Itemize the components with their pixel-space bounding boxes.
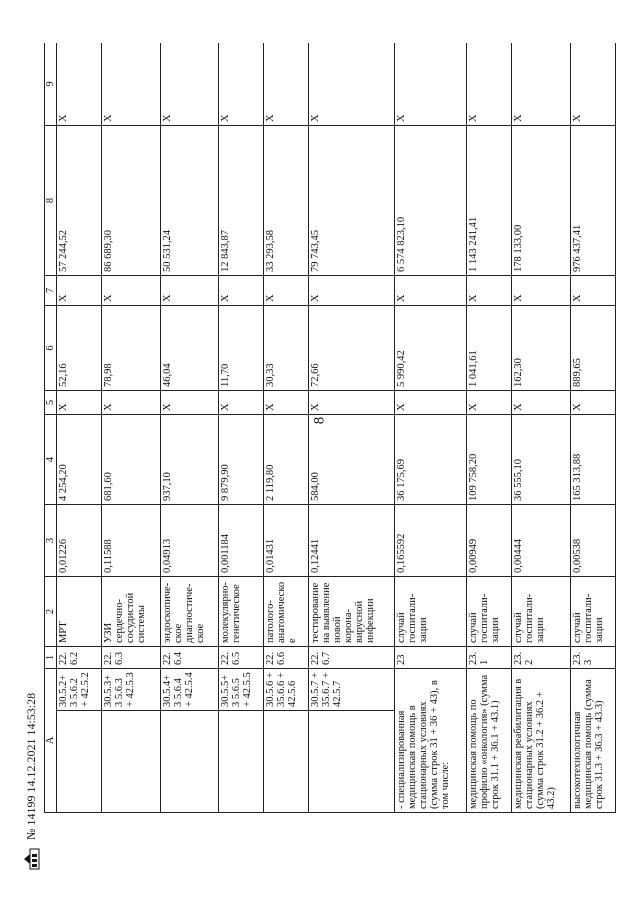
table-row bbox=[219, 43, 264, 813]
col3-cell: 0,001184 bbox=[219, 505, 264, 577]
col8-cell: 12 843,87 bbox=[219, 126, 264, 276]
unit-cell: случай госпитали-зации bbox=[512, 577, 571, 647]
col5-cell: X bbox=[467, 391, 512, 415]
col6-cell: 1 041,61 bbox=[467, 306, 512, 391]
col9-cell: X bbox=[512, 43, 571, 126]
header-cell-4: 4 bbox=[45, 415, 57, 505]
row-refs-cell: 30.5.5+3 5.6.5 + 42.5.5 bbox=[219, 669, 264, 711]
col7-cell: X bbox=[264, 276, 309, 306]
col4-cell: 937,10 bbox=[160, 415, 219, 505]
row-label-cell bbox=[57, 711, 102, 813]
col4-cell: 4 254,20 bbox=[57, 415, 102, 505]
col7-cell: X bbox=[219, 276, 264, 306]
row-number-cell: 23.1 bbox=[467, 647, 512, 669]
row-number-cell: 23.3 bbox=[571, 647, 616, 669]
col3-cell: 0,165592 bbox=[395, 505, 467, 577]
col8-cell: 6 574 823,10 bbox=[395, 126, 467, 276]
volume-cost-table bbox=[44, 43, 616, 813]
unit-cell: случай госпитали-зации bbox=[571, 577, 616, 647]
row-label-cell bbox=[309, 711, 395, 813]
unit-cell: случай госпитали-зации bbox=[467, 577, 512, 647]
table-row bbox=[101, 43, 160, 813]
col3-cell: 0,12441 bbox=[309, 505, 395, 577]
col9-cell: X bbox=[160, 43, 219, 126]
col6-cell: 5 990,42 bbox=[395, 306, 467, 391]
col9-cell: X bbox=[101, 43, 160, 126]
col9-cell: X bbox=[571, 43, 616, 126]
row-label-cell: высокотехнологичная медицинская помощь (сумма строк 31.3 + 36.3 + 43.3) bbox=[571, 669, 616, 813]
unit-cell: тестирование на выявление новой корона-вирусной инфекции bbox=[309, 577, 395, 647]
header-cell-9: 9 bbox=[45, 43, 57, 126]
col9-cell: X bbox=[395, 43, 467, 126]
unit-cell: случай госпитали-зации bbox=[395, 577, 467, 647]
row-label-cell bbox=[219, 711, 264, 813]
col5-cell: X bbox=[309, 391, 395, 415]
col6-cell: 72,66 bbox=[309, 306, 395, 391]
col3-cell: 0,00949 bbox=[467, 505, 512, 577]
row-refs-cell: 30.5.2+3 5.6.2 + 42.5.2 bbox=[57, 669, 102, 711]
row-number-cell: 23 bbox=[395, 647, 467, 669]
col8-cell: 86 689,30 bbox=[101, 126, 160, 276]
col4-cell: 36 175,69 bbox=[395, 415, 467, 505]
page-number-text: 8 bbox=[311, 416, 328, 425]
col3-cell: 0,00444 bbox=[512, 505, 571, 577]
col6-cell: 30,33 bbox=[264, 306, 309, 391]
col5-cell: X bbox=[160, 391, 219, 415]
header-cell-2: 2 bbox=[45, 577, 57, 647]
col7-cell: X bbox=[160, 276, 219, 306]
table-row bbox=[264, 43, 309, 813]
col4-cell: 109 758,20 bbox=[467, 415, 512, 505]
table-row bbox=[160, 43, 219, 813]
table-row bbox=[467, 43, 512, 813]
col8-cell: 33 293,58 bbox=[264, 126, 309, 276]
row-number-cell: 22.6.4 bbox=[160, 647, 219, 669]
col6-cell: 46,04 bbox=[160, 306, 219, 391]
col4-cell: 165 313,88 bbox=[571, 415, 616, 505]
row-refs-cell: 30.5.6 + 35.6.6 + 42.5.6 bbox=[264, 669, 309, 711]
col9-cell: X bbox=[264, 43, 309, 126]
row-refs-cell: 30.5.4+3 5.6.4 + 42.5.4 bbox=[160, 669, 219, 711]
col8-cell: 79 743,45 bbox=[309, 126, 395, 276]
unit-cell: УЗИ сердечно-сосудистой системы bbox=[101, 577, 160, 647]
col9-cell: X bbox=[309, 43, 395, 126]
col7-cell: X bbox=[57, 276, 102, 306]
rotated-table bbox=[44, 43, 616, 813]
table-container bbox=[44, 43, 616, 813]
col5-cell: X bbox=[101, 391, 160, 415]
row-label-cell: медицинская реабилитация в стационарных условиях (сумма строк 31.2 + 36.2 + 43.2) bbox=[512, 669, 571, 813]
col6-cell: 11,70 bbox=[219, 306, 264, 391]
col8-cell: 178 133,00 bbox=[512, 126, 571, 276]
row-number-cell: 22.6.2 bbox=[57, 647, 102, 669]
row-number-cell: 22.6.5 bbox=[219, 647, 264, 669]
col4-cell: 36 555,10 bbox=[512, 415, 571, 505]
col7-cell: X bbox=[101, 276, 160, 306]
row-label-cell bbox=[264, 711, 309, 813]
col6-cell: 52,16 bbox=[57, 306, 102, 391]
col6-cell: 889,65 bbox=[571, 306, 616, 391]
header-cell-7: 7 bbox=[45, 276, 57, 306]
unit-cell: патолого-анатомическое bbox=[264, 577, 309, 647]
col7-cell: X bbox=[571, 276, 616, 306]
row-label-cell: - специализированная медицинская помощь в стационарных условиях (сумма строк 31 + 36 + 43), в том числе: bbox=[395, 669, 467, 813]
col3-cell: 0,00538 bbox=[571, 505, 616, 577]
col4-cell: 681,60 bbox=[101, 415, 160, 505]
col3-cell: 0,01431 bbox=[264, 505, 309, 577]
row-label-cell: медицинская помощь по профилю «онкология» (сумма строк 31.1 + 36.1 + 43.1) bbox=[467, 669, 512, 813]
col4-cell: 584,00 bbox=[309, 415, 395, 505]
row-refs-cell: 30.5.3+3 5.6.3 + 42.5.3 bbox=[101, 669, 160, 711]
col5-cell: X bbox=[219, 391, 264, 415]
header-cell-3: 3 bbox=[45, 505, 57, 577]
table-row bbox=[512, 43, 571, 813]
col5-cell: X bbox=[57, 391, 102, 415]
row-number-cell: 22.6.3 bbox=[101, 647, 160, 669]
col8-cell: 50 531,24 bbox=[160, 126, 219, 276]
row-refs-cell: 30.5.7 + 35.6.7 + 42.5.7 bbox=[309, 669, 395, 711]
col6-cell: 78,98 bbox=[101, 306, 160, 391]
table-row bbox=[57, 43, 102, 813]
header-cell-5: 5 bbox=[45, 391, 57, 415]
col8-cell: 976 437,41 bbox=[571, 126, 616, 276]
table-row bbox=[309, 43, 395, 813]
registration-stamp bbox=[22, 620, 42, 870]
unit-cell: молекулярно-генетическое bbox=[219, 577, 264, 647]
header-cell-6: 6 bbox=[45, 306, 57, 391]
col5-cell: X bbox=[395, 391, 467, 415]
col9-cell: X bbox=[467, 43, 512, 126]
row-number-cell: 22.6.6 bbox=[264, 647, 309, 669]
crest-icon bbox=[22, 848, 40, 870]
col5-cell: X bbox=[571, 391, 616, 415]
row-number-cell: 22.6.7 bbox=[309, 647, 395, 669]
col3-cell: 0,01226 bbox=[57, 505, 102, 577]
unit-cell: эндоскопиче-ское диагностиче-ское bbox=[160, 577, 219, 647]
col5-cell: X bbox=[512, 391, 571, 415]
col7-cell: X bbox=[512, 276, 571, 306]
header-cell-8: 8 bbox=[45, 126, 57, 276]
unit-cell: МРТ bbox=[57, 577, 102, 647]
row-label-cell bbox=[160, 711, 219, 813]
col7-cell: X bbox=[467, 276, 512, 306]
col5-cell: X bbox=[264, 391, 309, 415]
table-row bbox=[395, 43, 467, 813]
col8-cell: 57 244,52 bbox=[57, 126, 102, 276]
stamp-text: № 14199 14.12.2021 14:53:28 bbox=[24, 692, 38, 840]
col7-cell: X bbox=[309, 276, 395, 306]
header-cell-0: А bbox=[45, 669, 57, 813]
col9-cell: X bbox=[57, 43, 102, 126]
col6-cell: 162,30 bbox=[512, 306, 571, 391]
table-row bbox=[571, 43, 616, 813]
row-number-cell: 23.2 bbox=[512, 647, 571, 669]
col4-cell: 2 119,80 bbox=[264, 415, 309, 505]
col3-cell: 0,11588 bbox=[101, 505, 160, 577]
col7-cell: X bbox=[395, 276, 467, 306]
col8-cell: 1 143 241,41 bbox=[467, 126, 512, 276]
col3-cell: 0,04913 bbox=[160, 505, 219, 577]
header-cell-1: 1 bbox=[45, 647, 57, 669]
col4-cell: 9 879,90 bbox=[219, 415, 264, 505]
col9-cell: X bbox=[219, 43, 264, 126]
row-label-cell bbox=[101, 711, 160, 813]
header-row bbox=[45, 43, 57, 813]
